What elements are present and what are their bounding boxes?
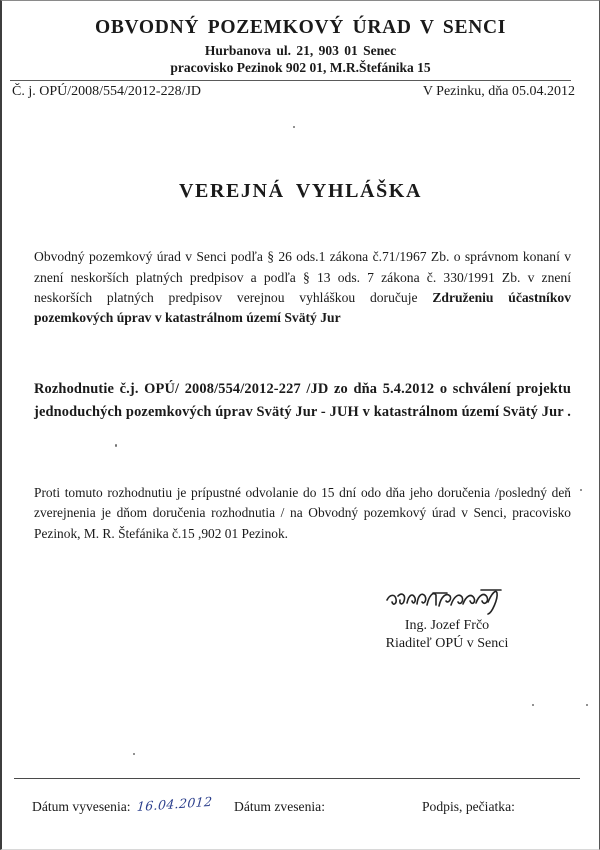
- intro-plain-text: Obvodný pozemkový úrad v Senci podľa § 26 ods.1 zákona č.71/1967 Zb. o správnom konaní v znení neskorších platných predpisov a podľa § 13 ods. 7 zákona č. 330/1991 Zb. v znení neskorších platných predpisov verejnou vyhláškou doručuje: [34, 249, 571, 305]
- signatory-name: Ing. Jozef Frčo: [404, 618, 490, 633]
- posting-date-label: Dátum vyvesenia:: [32, 799, 131, 814]
- document-title: VEREJNÁ VYHLÁŠKA: [178, 180, 423, 203]
- footer-row: [2, 793, 600, 823]
- issuing-authority-title: OBVODNÝ POZEMKOVÝ ÚRAD V SENCI: [94, 17, 507, 38]
- document-header: [2, 1, 599, 76]
- handwritten-signature-icon: [342, 589, 552, 617]
- scan-speckle: [115, 444, 117, 447]
- header-divider-rule: [10, 80, 571, 81]
- scan-speckle: [586, 704, 588, 706]
- intro-bold-recipient: Združeniu účastníkov pozemkových úprav v katastrálnom území Svätý Jur: [34, 289, 571, 325]
- posting-date-field: [32, 793, 213, 815]
- scan-speckle: [133, 753, 135, 755]
- signatory-role: Riaditeľ OPÚ v Senci: [385, 635, 509, 651]
- authority-address-line-1: Hurbanova ul. 21, 903 01 Senec: [204, 43, 397, 59]
- document-body: [34, 247, 571, 543]
- scan-speckle: [293, 126, 295, 128]
- place-and-date: V Pezinku, dňa 05.04.2012: [422, 84, 575, 100]
- scan-speckle: [580, 489, 582, 491]
- footer-divider-rule: [14, 778, 580, 779]
- scan-speckle: [532, 704, 534, 706]
- file-reference-number: Č. j. OPÚ/2008/554/2012-228/JD: [12, 84, 202, 100]
- signature-block: [342, 589, 552, 652]
- authority-address-line-2: pracovisko Pezinok 902 01, M.R.Štefánika 15: [170, 60, 431, 76]
- reference-row: [12, 84, 575, 100]
- paragraph-decision: Rozhodnutie č.j. OPÚ/ 2008/554/2012-227 /JD zo dňa 5.4.2012 o schválení projektu jednoduchých pozemkových úprav Svätý Jur - JUH v katastrálnom území Svätý Jur .: [34, 380, 572, 420]
- signature-stamp-label: Podpis, pečiatka:: [422, 799, 515, 814]
- paragraph-appeal-instructions: Proti tomuto rozhodnutiu je prípustné odvolanie do 15 dní odo dňa jeho doručenia /posledný deň zverejnenia je dňom doručenia rozhodnutia / na Obvodný pozemkový úrad v Senci, pracovisko Pezinok, M. R. Štefánika č.15 ,902 01 Pezinok.: [34, 485, 571, 541]
- removal-date-label: Dátum zvesenia:: [234, 799, 325, 814]
- paragraph-introduction: [34, 247, 571, 327]
- posting-date-handwritten-value: 16.04.2012: [136, 793, 213, 815]
